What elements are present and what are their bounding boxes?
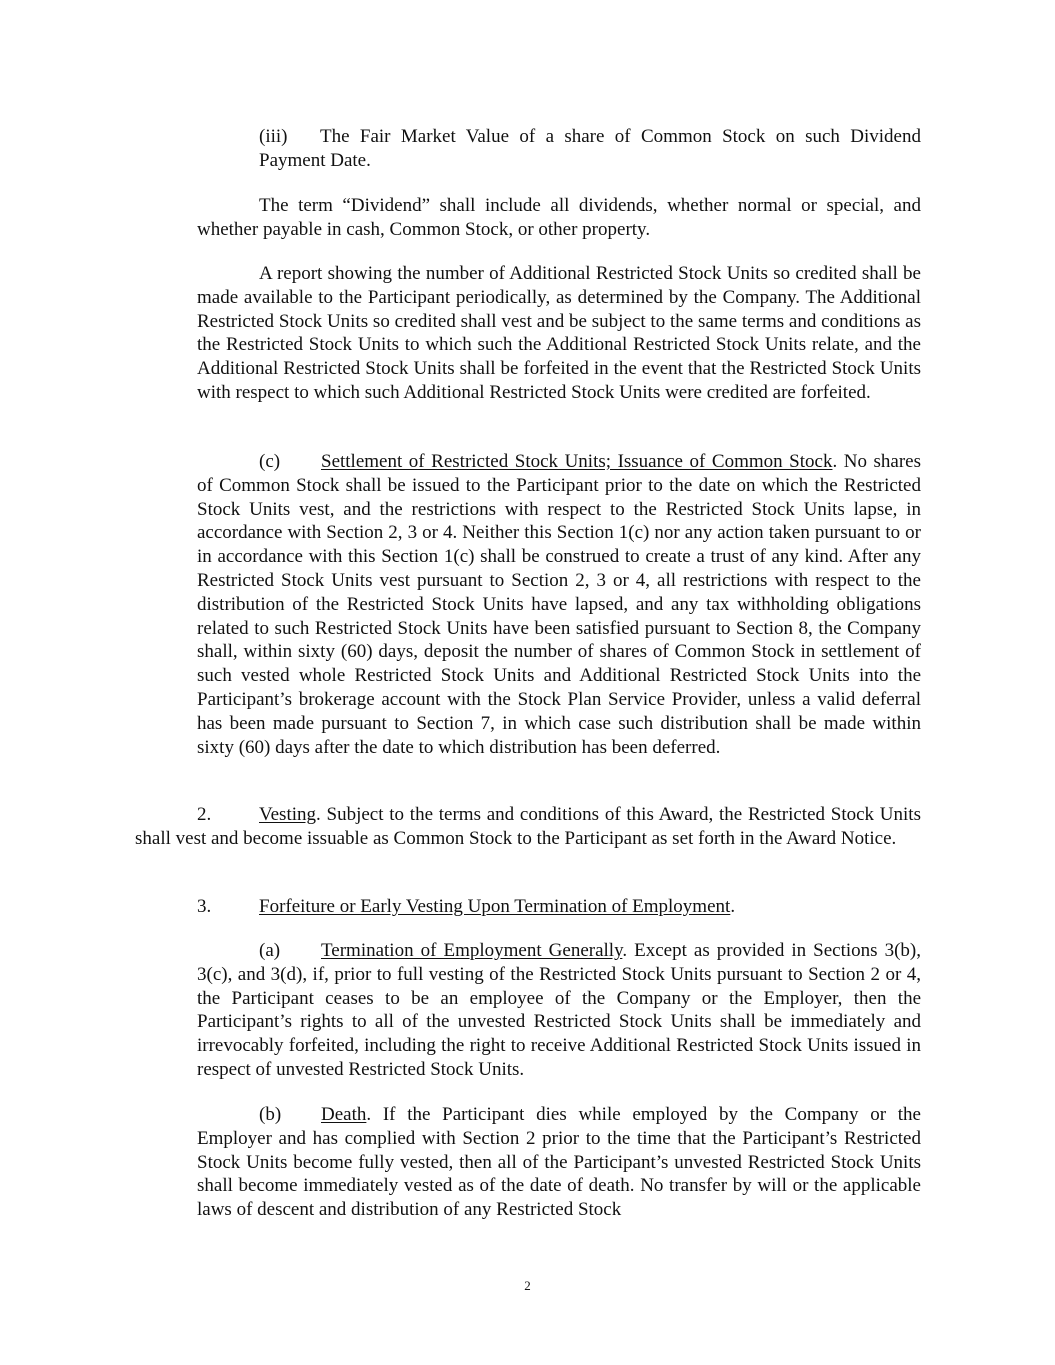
- report-paragraph: [197, 262, 921, 405]
- section-2-heading: Vesting: [259, 804, 316, 825]
- section-3a-heading: Termination of Employment Generally: [321, 940, 623, 961]
- section-3-paragraph: [197, 895, 921, 919]
- section-3-heading: Forfeiture or Early Vesting Upon Termination of Employment: [259, 896, 731, 917]
- section-3b-heading: Death: [321, 1104, 367, 1125]
- dividend-definition-paragraph: [197, 194, 921, 242]
- section-3b-paragraph: [197, 1103, 921, 1222]
- section-2-text: . Subject to the terms and conditions of this Award, the Restricted Stock Units shall vest and become issuable as Common Stock to the Participant as set forth in the Award Notice.: [135, 804, 921, 849]
- section-3a-marker: (a): [259, 940, 281, 961]
- section-3-text: .: [730, 896, 736, 917]
- section-1c-marker: (c): [259, 451, 281, 472]
- report-text: A report showing the number of Additional Restricted Stock Units so credited shall be made available to the Participant periodically, as determined by the Company. The Additional Restricted Stock Units so credited shall vest and be subject to the same terms and conditions as the Restricted Stock Units to which such the Additional Restricted Stock Units relate, and the Additional Restricted Stock Units shall be forfeited in the event that the Restricted Stock Units with respect to which such Additional Restricted Stock Units were credited are forfeited.: [197, 263, 921, 403]
- section-1c-paragraph: [197, 450, 921, 759]
- page-number: 2: [524, 1278, 531, 1293]
- section-3b-text: . If the Participant dies while employed by the Company or the Employer and has complied with Section 2 prior to the time that the Participant’s Restricted Stock Units become fully vested, then all of the Participant’s unvested Restricted Stock Units shall become immediately vested as of the date of death. No transfer by will or the applicable laws of descent and distribution of any Restricted Stock: [197, 1104, 921, 1221]
- dividend-definition-text: The term “Dividend” shall include all dividends, whether normal or special, and whether payable in cash, Common Stock, or other property.: [197, 195, 921, 240]
- section-3a-text: . Except as provided in Sections 3(b), 3(c), and 3(d), if, prior to full vesting of the Restricted Stock Units pursuant to Section 2 or 4, the Participant ceases to be an employee of the Company or the Employer, then the Participant’s rights to all of the unvested Restricted Stock Units shall be immediately and irrevocably forfeited, including the right to receive Additional Restricted Stock Units issued in respect of unvested Restricted Stock Units.: [197, 940, 922, 1080]
- section-3a-paragraph: [197, 939, 921, 1082]
- section-2-paragraph: [135, 803, 921, 851]
- section-1c-heading: Settlement of Restricted Stock Units; Issuance of Common Stock: [321, 451, 833, 472]
- section-3-marker: 3.: [197, 896, 212, 917]
- clause-iii-text: The Fair Market Value of a share of Common Stock on such Dividend Payment Date.: [259, 126, 921, 171]
- section-3b-marker: (b): [259, 1104, 282, 1125]
- clause-iii-marker: (iii): [259, 126, 288, 147]
- section-2-marker: 2.: [197, 804, 212, 825]
- section-1c-text: . No shares of Common Stock shall be issued to the Participant prior to the date on which the Restricted Stock Units vest, and the restrictions with respect to the Restricted Stock Units lapse, in accordance with Section 2, 3 or 4. Neither this Section 1(c) nor any action taken pursuant to or in accordance with this Section 1(c) shall be construed to create a trust of any kind. After any Restricted Stock Units vest pursuant to Section 2, 3 or 4, all restrictions with respect to the distribution of the Restricted Stock Units have lapsed, and any tax withholding obligations related to such Restricted Stock Units have been satisfied pursuant to Section 8, the Company shall, within sixty (60) days, deposit the number of shares of Common Stock in settlement of such vested whole Restricted Stock Units and Additional Restricted Stock Units into the Participant’s brokerage account with the Stock Plan Service Provider, unless a valid deferral has been made pursuant to Section 7, in which case such distribution shall be made within sixty (60) days after the date to which distribution has been deferred.: [197, 451, 921, 758]
- clause-iii: [259, 125, 921, 173]
